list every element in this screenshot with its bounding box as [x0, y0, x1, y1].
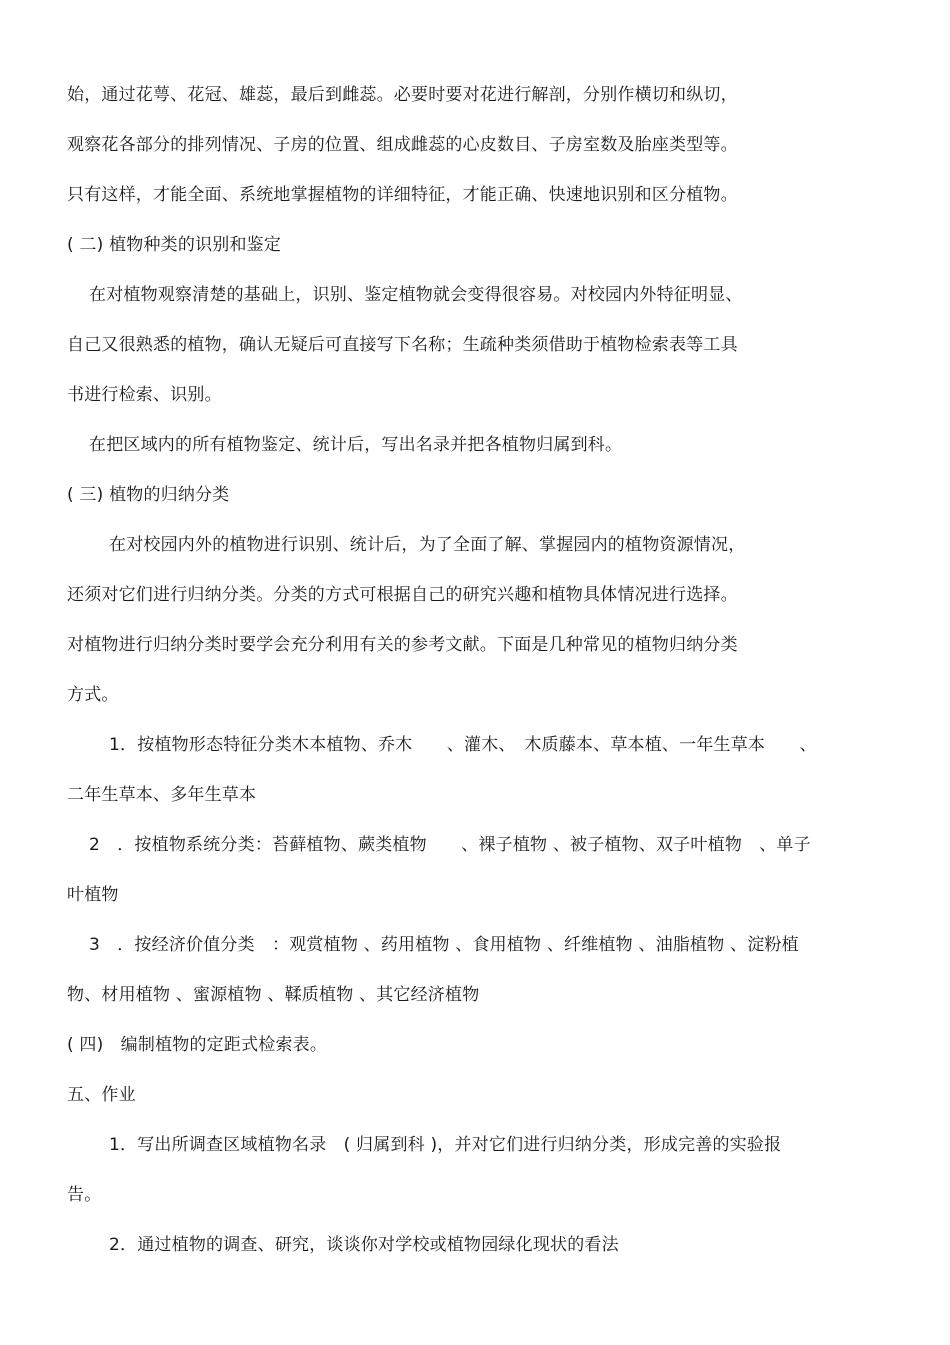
- text-line: 还须对它们进行归纳分类。分类的方式可根据自己的研究兴趣和植物具体情况进行选择。: [67, 585, 738, 605]
- section-heading: ( 二) 植物种类的识别和鉴定: [67, 235, 282, 255]
- text-line: 叶植物: [67, 885, 119, 905]
- list-item: 1．按植物形态特征分类木本植物、乔木 、灌木、 木质藤本、草本植、一年生草本 、: [109, 735, 817, 755]
- text-line: 方式。: [67, 685, 119, 705]
- list-item: 2．通过植物的调查、研究，谈谈你对学校或植物园绿化现状的看法: [109, 1235, 619, 1255]
- text-line: 自己又很熟悉的植物，确认无疑后可直接写下名称；生疏种类须借助于植物检索表等工具: [67, 335, 738, 355]
- section-heading: ( 三) 植物的归纳分类: [67, 485, 230, 505]
- text-line: 二年生草本、多年生草本: [67, 785, 257, 805]
- section-heading: 五、作业: [67, 1085, 136, 1105]
- text-line: 只有这样，才能全面、系统地掌握植物的详细特征，才能正确、快速地识别和区分植物。: [67, 185, 738, 205]
- text-line: 物、材用植物 、蜜源植物 、鞣质植物 、其它经济植物: [67, 985, 480, 1005]
- text-line: 在对校园内外的植物进行识别、统计后，为了全面了解、掌握园内的植物资源情况，: [109, 535, 746, 555]
- text-line: 在把区域内的所有植物鉴定、统计后，写出名录并把各植物归属到科。: [89, 435, 623, 455]
- list-item: 1．写出所调查区域植物名录 ( 归属到科 )，并对它们进行归纳分类，形成完善的实验报: [109, 1135, 782, 1155]
- list-item: 3 ．按经济价值分类 ：观赏植物 、药用植物 、食用植物 、纤维植物 、油脂植物 、淀粉植: [89, 935, 799, 955]
- list-item: 2 ．按植物系统分类：苔藓植物、蕨类植物 、裸子植物 、被子植物、双子叶植物 、单子: [89, 835, 811, 855]
- text-line: 在对植物观察清楚的基础上，识别、鉴定植物就会变得很容易。对校园内外特征明显、: [89, 285, 743, 305]
- text-line: 书进行检索、识别。: [67, 385, 222, 405]
- section-heading: ( 四) 编制植物的定距式检索表。: [67, 1035, 328, 1055]
- text-line: 对植物进行归纳分类时要学会充分利用有关的参考文献。下面是几种常见的植物归纳分类: [67, 635, 738, 655]
- text-line: 观察花各部分的排列情况、子房的位置、组成雌蕊的心皮数目、子房室数及胎座类型等。: [67, 135, 738, 155]
- text-line: 始，通过花萼、花冠、雄蕊，最后到雌蕊。必要时要对花进行解剖，分别作横切和纵切，: [67, 85, 738, 105]
- text-line: 告。: [67, 1185, 102, 1205]
